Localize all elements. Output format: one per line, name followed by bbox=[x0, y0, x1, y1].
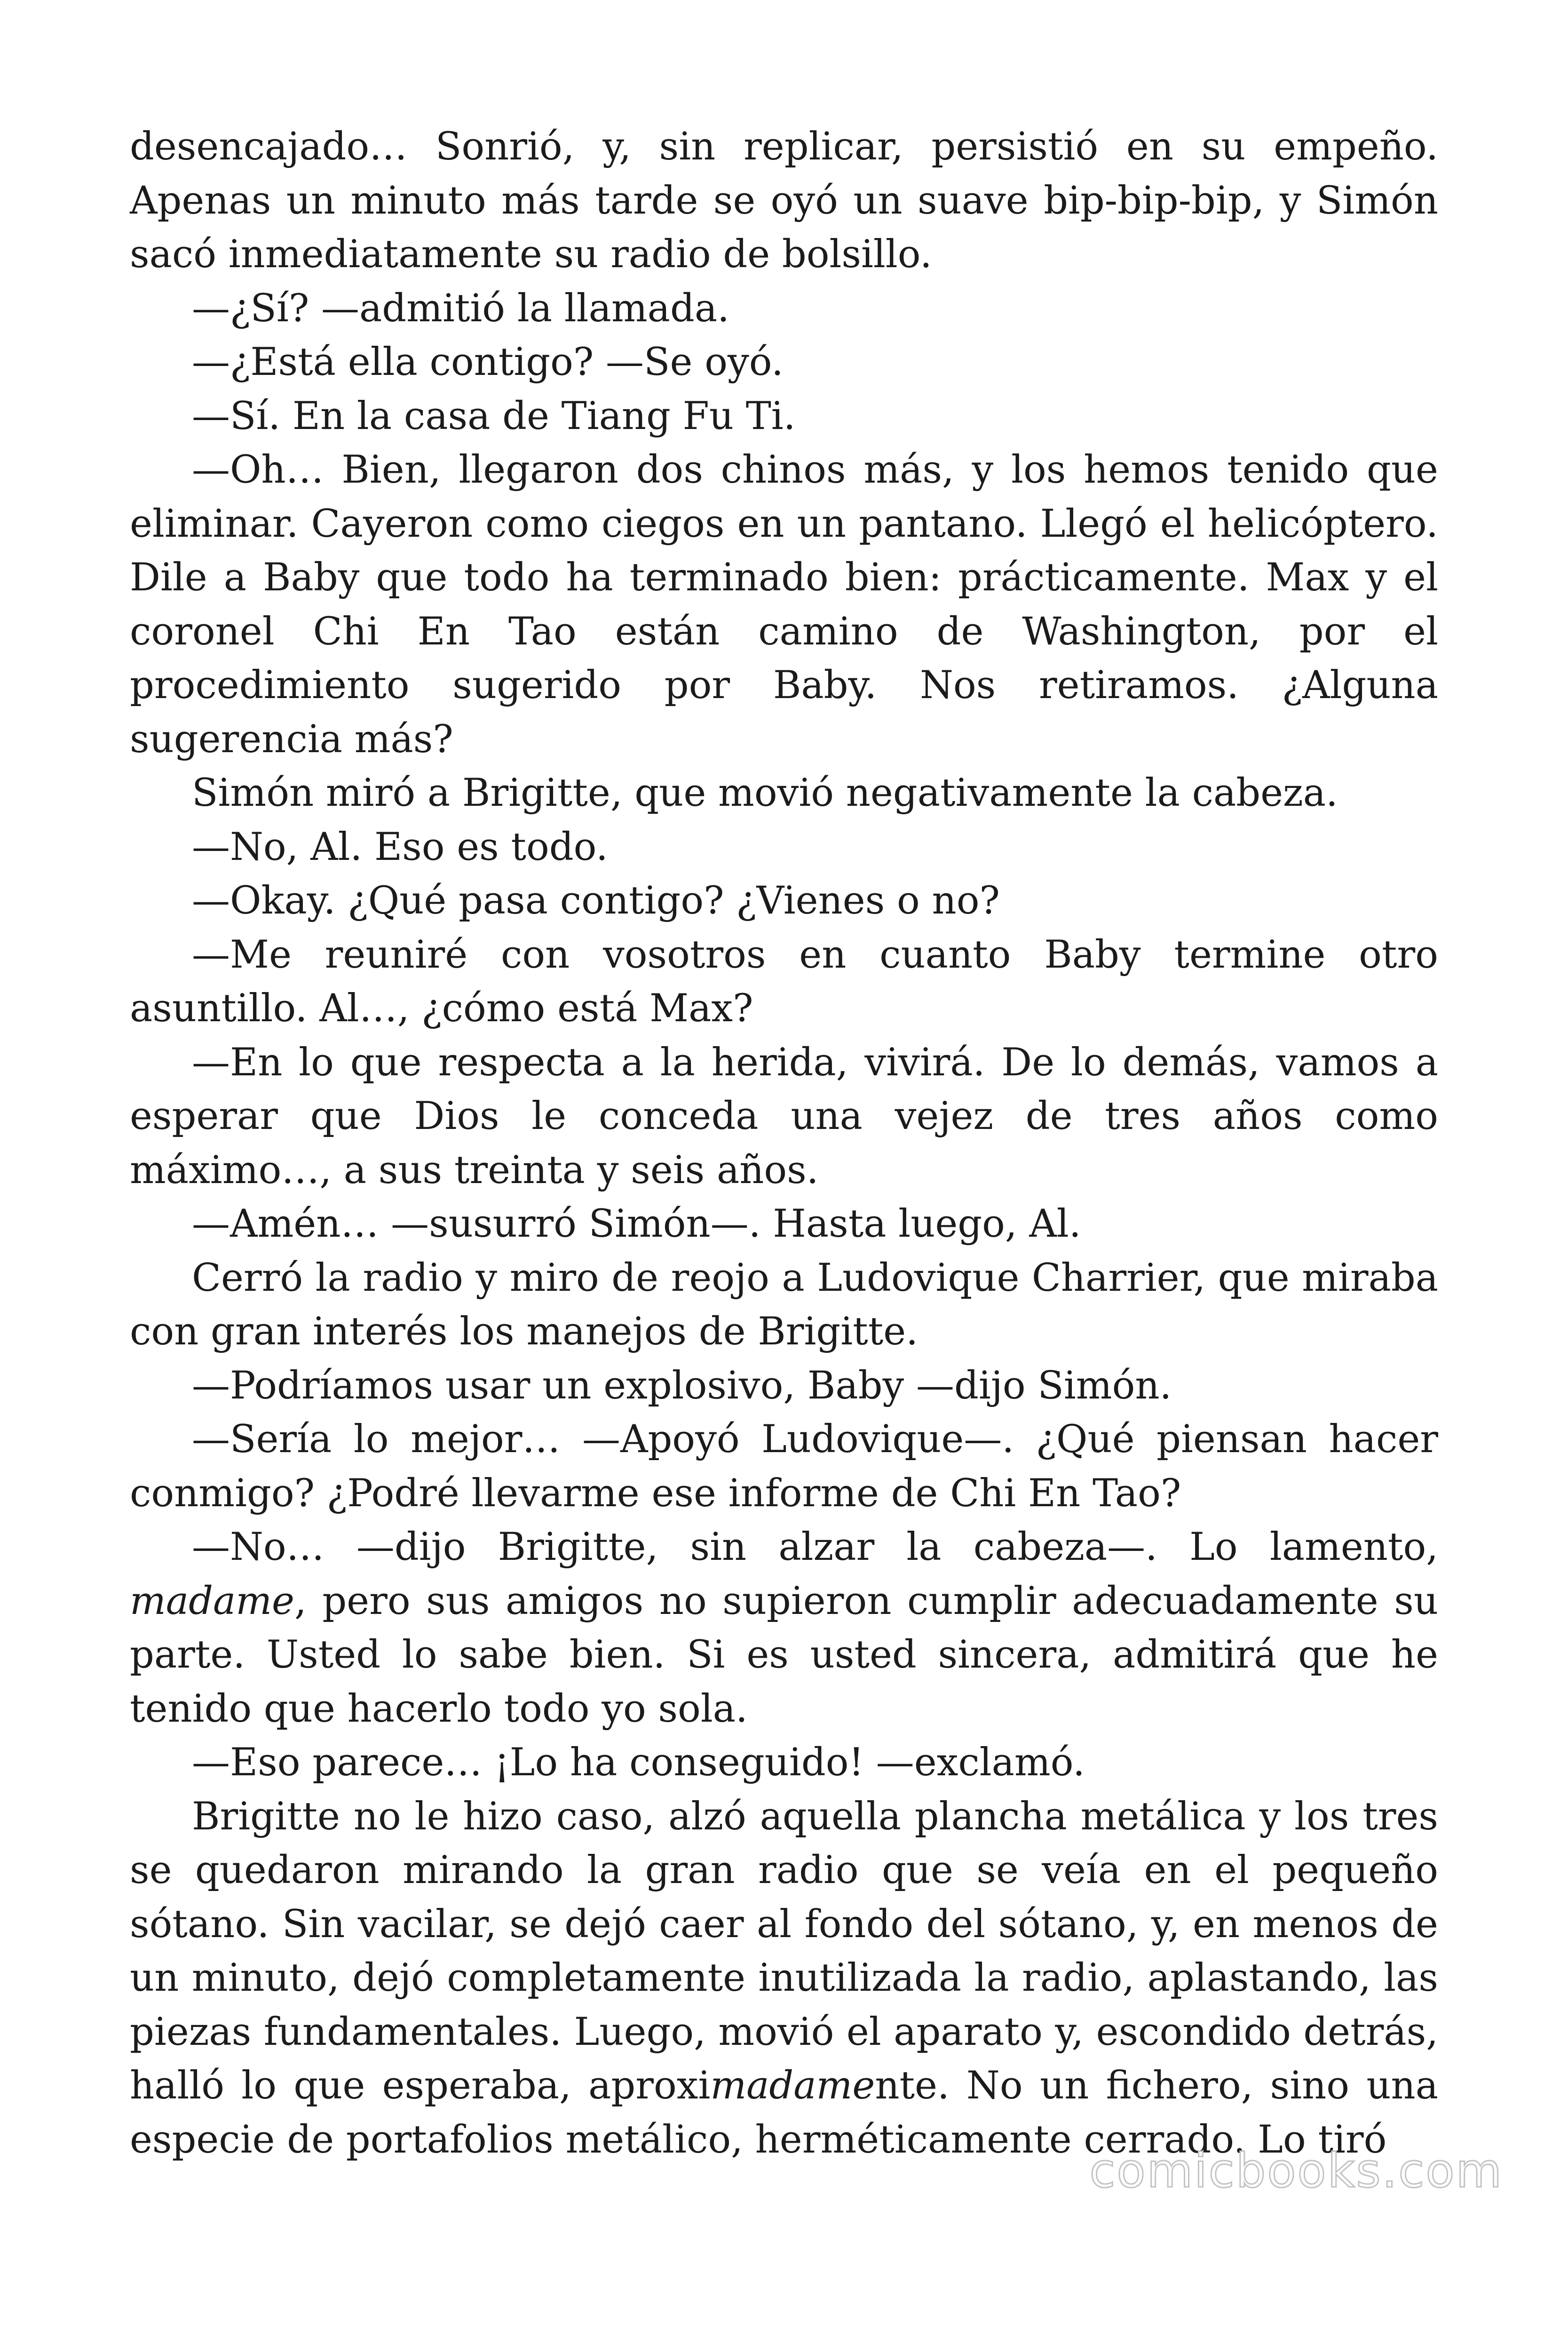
paragraph: —Oh… Bien, llegaron dos chinos más, y los hemos tenido que eliminar. Cayeron como ciegos en un pantano. Llegó el helicóptero. Dile a Baby que todo ha terminado bien: prácticamente. Max y el coronel Chi En Tao están camino de Washington, por el procedimiento sugerido por Baby. Nos retiramos. ¿Alguna sugerencia más? bbox=[130, 448, 1438, 762]
book-page-text bbox=[130, 120, 1438, 2284]
paragraph: —Amén… —susurró Simón—. Hasta luego, Al. bbox=[192, 1202, 1081, 1246]
paragraph: —No, Al. Eso es todo. bbox=[192, 825, 608, 869]
paragraph: —Sí. En la casa de Tiang Fu Ti. bbox=[192, 394, 796, 438]
paragraph: Cerró la radio y miro de reojo a Ludovique Charrier, que miraba con gran interés los manejos de Brigitte. bbox=[130, 1255, 1438, 1354]
paragraph: —Podríamos usar un explosivo, Baby —dijo Simón. bbox=[192, 1363, 1172, 1408]
paragraph: —Me reuniré con vosotros en cuanto Baby termine otro asuntillo. Al…, ¿cómo está Max? bbox=[130, 932, 1438, 1031]
paragraph: —Sería lo mejor… —Apoyó Ludovique—. ¿Qué piensan hacer conmigo? ¿Podré llevarme ese informe de Chi En Tao? bbox=[130, 1417, 1438, 1516]
paragraph: —No… —dijo Brigitte, sin alzar la cabeza—. Lo lamento, madame, pero sus amigos no supieron cumplir adecuadamente su parte. Usted lo sabe bien. Si es usted sincera, admitirá que he tenido que hacerlo todo yo sola. bbox=[130, 1525, 1438, 1731]
paragraph: —¿Está ella contigo? —Se oyó. bbox=[192, 340, 784, 384]
paragraph: —Eso parece… ¡Lo ha conseguido! —exclamó. bbox=[192, 1740, 1085, 1785]
italic-word: madame bbox=[130, 1579, 294, 1623]
paragraph: Brigitte no le hizo caso, alzó aquella plancha metálica y los tres se quedaron mirando la gran radio que se veía en el pequeño sótano. Sin vacilar, se dejó caer al fondo del sótano, y, en menos de un minuto, dejó completamente inutilizada la radio, aplastando, las piezas fundamentales. Luego, movió el aparato y, escondido detrás, halló lo que esperaba, aproximadamente. No un fichero, sino una especie de portafolios metálico, herméticamente cerrado. Lo tiró bbox=[130, 1794, 1438, 2162]
paragraph: —¿Sí? —admitió la llamada. bbox=[192, 286, 729, 331]
watermark-text: comicbooks.com bbox=[1089, 2143, 1503, 2198]
paragraph: Simón miró a Brigitte, que movió negativamente la cabeza. bbox=[192, 771, 1338, 815]
paragraph: desencajado… Sonrió, y, sin replicar, persistió en su empeño. Apenas un minuto más tarde se oyó un suave bip-bip-bip, y Simón sacó inmediatamente su radio de bolsillo. bbox=[130, 125, 1438, 277]
italic-word: madame bbox=[710, 2064, 875, 2108]
paragraph: —Okay. ¿Qué pasa contigo? ¿Vienes o no? bbox=[192, 879, 1000, 923]
paragraph: —En lo que respecta a la herida, vivirá. De lo demás, vamos a esperar que Dios le conceda una vejez de tres años como máximo…, a sus treinta y seis años. bbox=[130, 1040, 1438, 1192]
